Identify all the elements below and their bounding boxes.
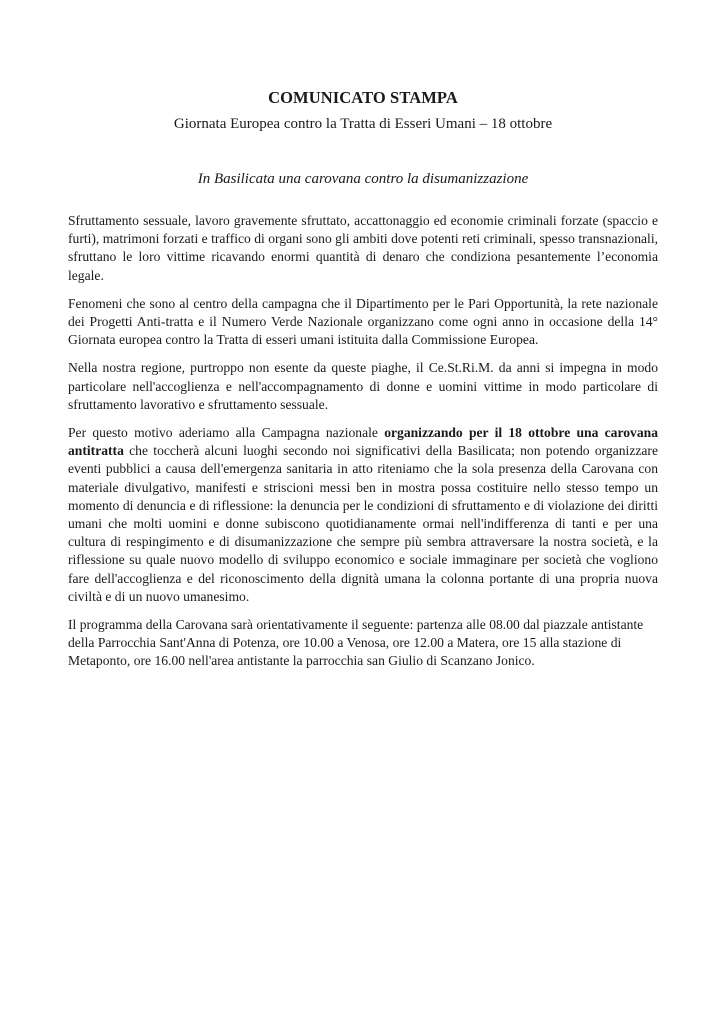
document-body	[68, 212, 658, 681]
paragraph-4-start: Per questo motivo aderiamo alla Campagna nazionale	[68, 425, 385, 441]
paragraph-4-bold: organizzando per il 18 ottobre una carovana antitratta	[68, 425, 658, 459]
paragraph-5: Il programma della Carovana sarà orientativamente il seguente: partenza alle 08.00 dal piazzale antistante della Parrocchia Sant'Anna di Potenza, ore 10.00 a Venosa, ore 12.00 a Matera, ore 15 alla stazione di Metaponto, ore 16.00 nell'area antistante la parrocchia san Giulio di Scanzano Jonico.	[68, 617, 644, 669]
paragraph-4-end: che toccherà alcuni luoghi secondo noi significativi della Basilicata; non potendo organizzare eventi pubblici a causa dell'emergenza sanitaria in atto riteniamo che la sola presenza della Carovana con materiale divulgativo, manifesti e striscioni messi ben in mostra possa costituire nello stesso tempo un momento di denuncia e di riflessione: la denuncia per le condizioni di sfruttamento e di violazione dei diritti umani che molti uomini e donne subiscono quotidianamente ormai nell'indifferenza di tanti e per una cultura di respingimento e di disumanizzazione che sempre più sembra attraversare la nostra società, e la riflessione su quale nuovo modello di sviluppo economico e sociale immaginare per società che vogliono fare dell'accoglienza e del riconoscimento della dignità umana la colonna portante di una propria nuova civiltà e di un nuovo umanesimo.	[68, 443, 658, 604]
document-tagline: In Basilicata una carovana contro la disumanizzazione	[197, 171, 529, 187]
paragraph-4	[68, 424, 658, 606]
paragraph-1: Sfruttamento sessuale, lavoro gravemente sfruttato, accattonaggio ed economie criminali forzate (spaccio e furti), matrimoni forzati e traffico di organi sono gli ambiti dove potenti reti criminali, spesso transnazionali, sfruttano le loro vittime ricavando enormi quantità di denaro che condiziona pesantemente l’economia legale.	[68, 213, 658, 283]
document-title: COMUNICATO STAMPA	[268, 88, 458, 107]
document-subtitle: Giornata Europea contro la Tratta di Esseri Umani – 18 ottobre	[173, 116, 553, 132]
paragraph-3: Nella nostra regione, purtroppo non esente da queste piaghe, il Ce.St.Ri.M. da anni si impegna in modo particolare nell'accoglienza e nell'accompagnamento di donne e uomini vittime in modo particolare di sfruttamento lavorativo e sfruttamento sessuale.	[68, 360, 658, 412]
paragraph-2: Fenomeni che sono al centro della campagna che il Dipartimento per le Pari Opportunità, la rete nazionale dei Progetti Anti-tratta e il Numero Verde Nazionale organizzano come ogni anno in occasione della 14° Giornata europea contro la Tratta di esseri umani istituita dalla Commissione Europea.	[68, 295, 658, 348]
